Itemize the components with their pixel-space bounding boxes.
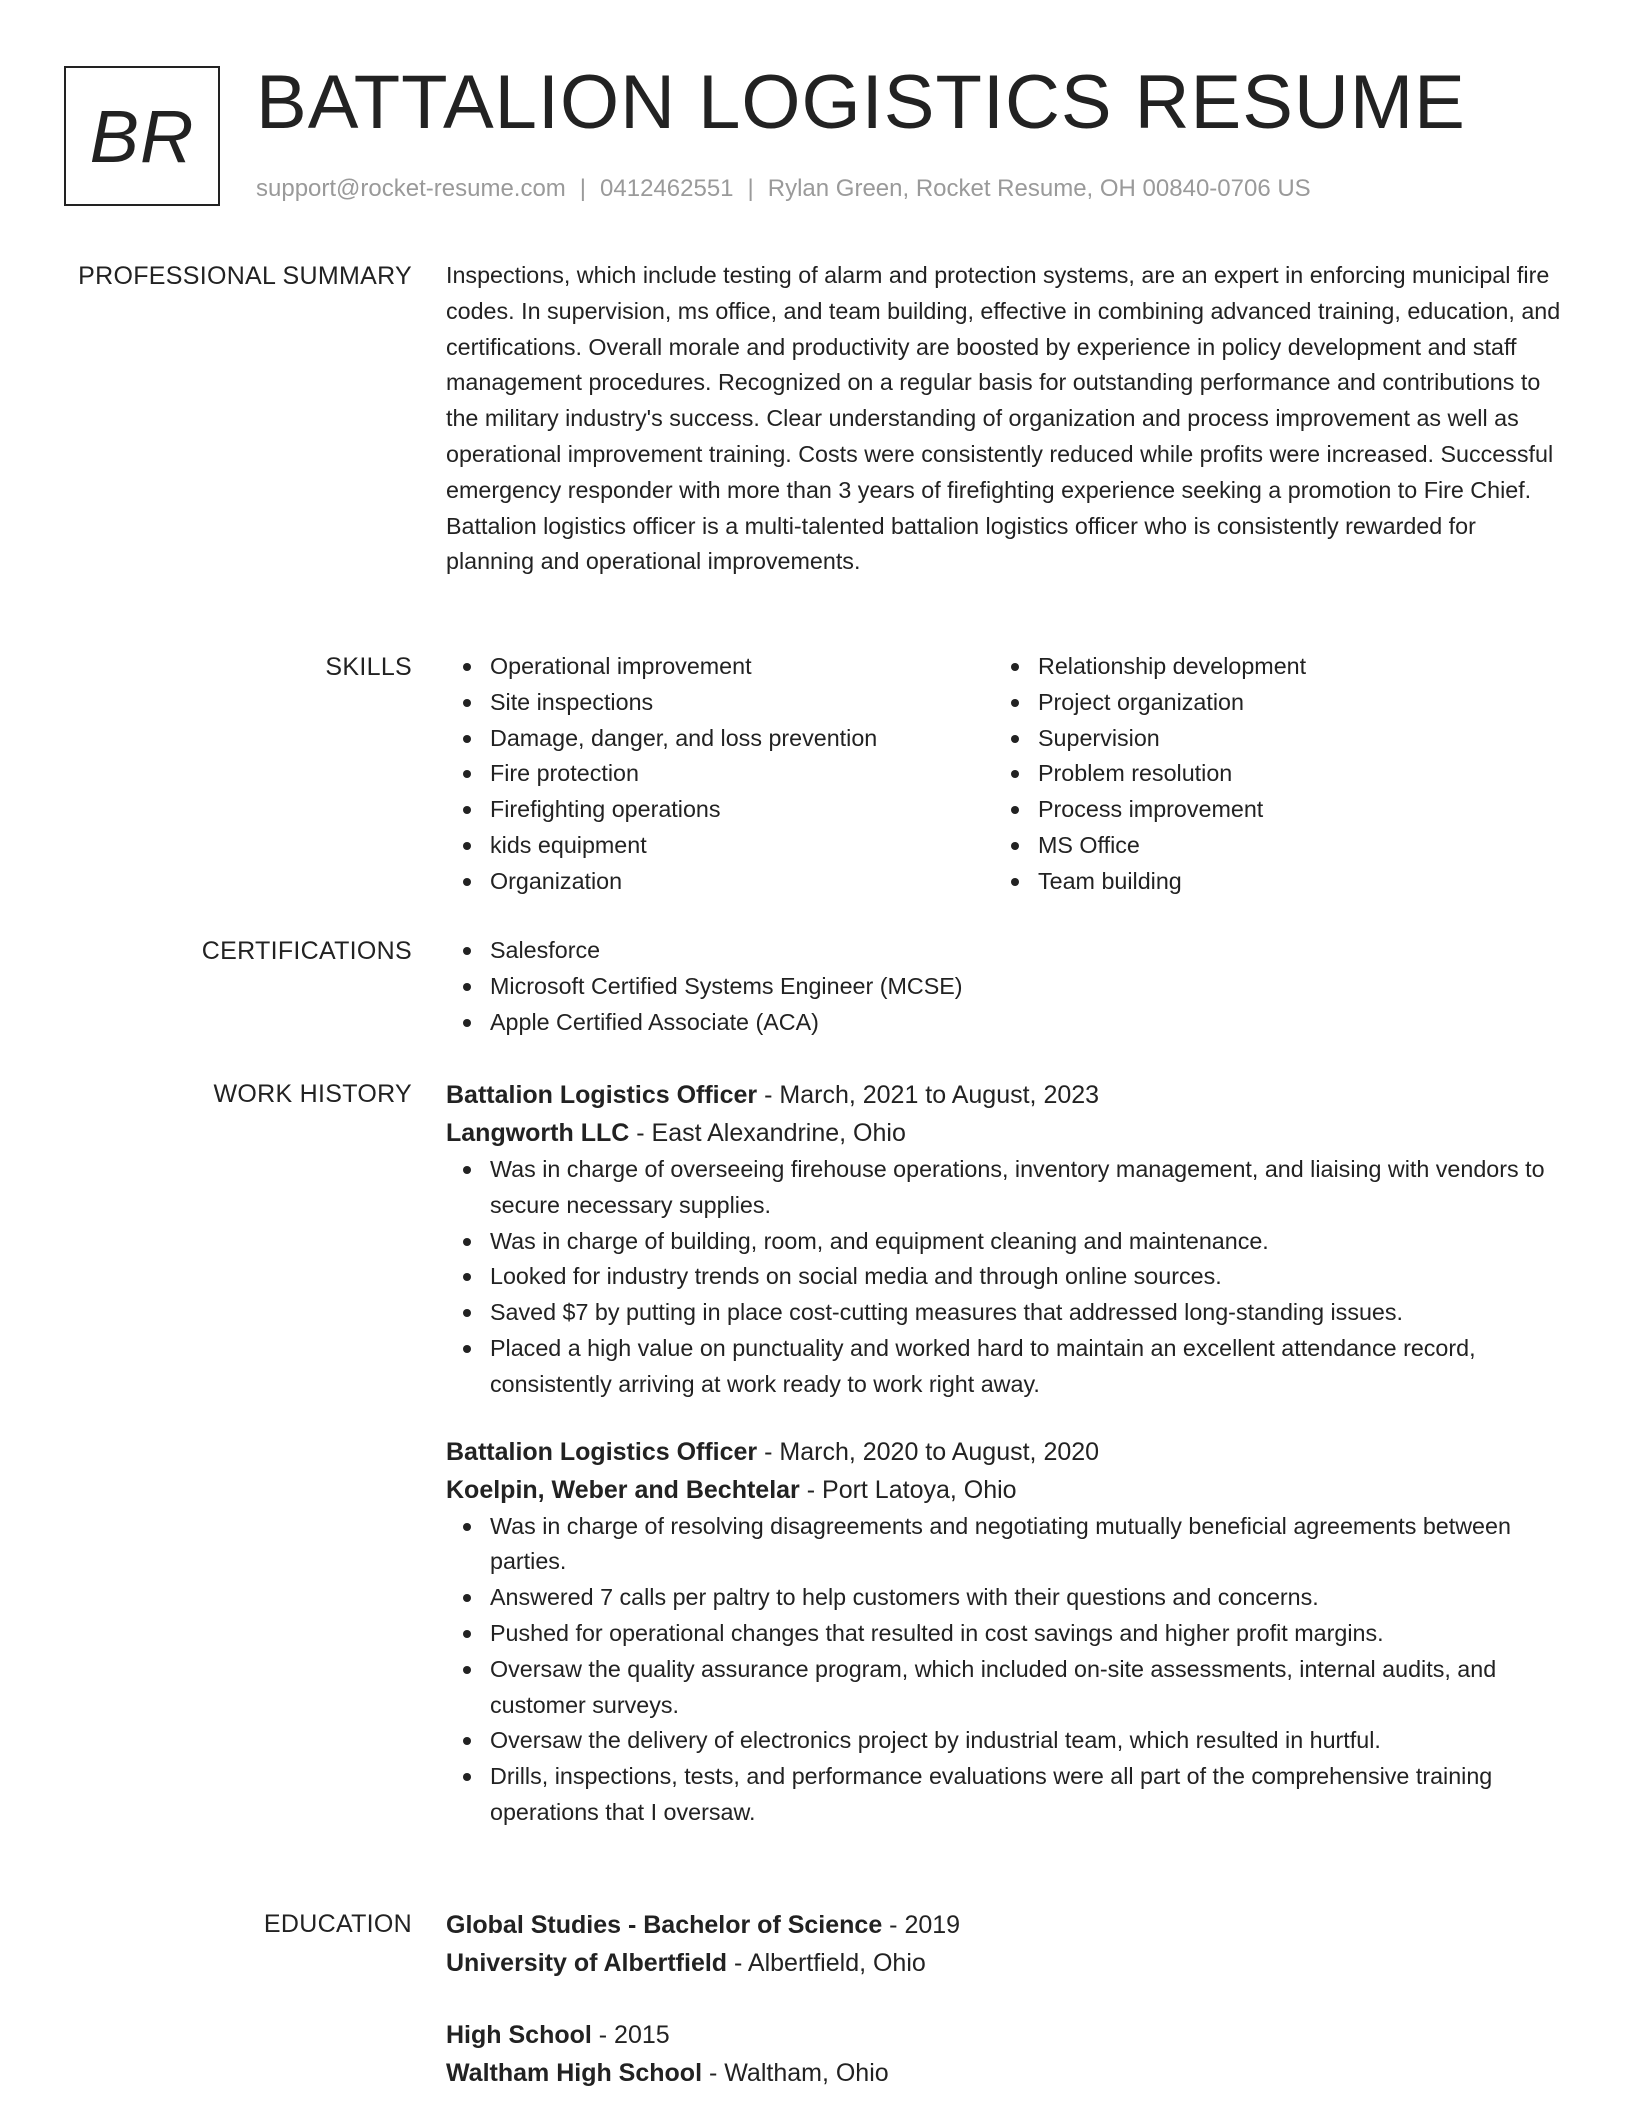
- contact-separator: |: [747, 175, 754, 202]
- job-dates: March, 2020 to August, 2020: [779, 1437, 1100, 1466]
- contact-email: support@rocket-resume.com: [256, 175, 566, 202]
- job-company-line: Langworth LLC - East Alexandrine, Ohio: [446, 1119, 906, 1147]
- education-school-line: University of Albertfield - Albertfield, Ohio: [446, 1949, 926, 1977]
- section-label-skills: SKILLS: [325, 653, 412, 681]
- contact-separator: |: [579, 175, 587, 202]
- monogram-initials: BR: [89, 94, 195, 178]
- job-title-line: Battalion Logistics Officer - March, 2021 to August, 2023: [446, 1081, 1100, 1109]
- certifications-body: [446, 933, 1566, 1040]
- certification-item: Apple Certified Associate (ACA): [446, 1005, 1566, 1041]
- skill-item: Damage, danger, and loss prevention: [446, 721, 994, 757]
- skill-item: Operational improvement: [446, 649, 994, 685]
- job-title-line: Battalion Logistics Officer - March, 2020 to August, 2020: [446, 1437, 1100, 1466]
- job-company: Langworth LLC: [446, 1119, 630, 1147]
- job-bullet: Placed a high value on punctuality and worked hard to maintain an excellent attendance record, consistently arriving at work ready to work right away.: [446, 1331, 1566, 1403]
- skill-item: Relationship development: [994, 649, 1542, 685]
- education-location: Albertfield, Ohio: [747, 1949, 926, 1977]
- job-bullet: Was in charge of overseeing firehouse operations, inventory management, and liaising with vendors to secure necessary supplies.: [446, 1152, 1566, 1224]
- job-company-line: Koelpin, Weber and Bechtelar - Port Latoya, Ohio: [446, 1475, 1017, 1504]
- job-bullet: Oversaw the delivery of electronics project by industrial team, which resulted in hurtful.: [446, 1723, 1566, 1759]
- skill-item: Fire protection: [446, 756, 994, 792]
- skill-item: Organization: [446, 864, 994, 900]
- education-degree-line: High School - 2015: [446, 2021, 670, 2049]
- job-bullets: [446, 1509, 1566, 1831]
- skill-item: Supervision: [994, 721, 1542, 757]
- summary-body: [446, 258, 1566, 580]
- education-entry: [446, 1906, 1566, 1982]
- job-company: Koelpin, Weber and Bechtelar: [446, 1475, 800, 1504]
- education-school-line: Waltham High School - Waltham, Ohio: [446, 2059, 889, 2087]
- skill-item: kids equipment: [446, 828, 994, 864]
- skills-columns: [446, 649, 1566, 900]
- job-bullet: Drills, inspections, tests, and performance evaluations were all part of the comprehensive training operations that I oversaw.: [446, 1759, 1566, 1831]
- job-bullet: Looked for industry trends on social media and through online sources.: [446, 1259, 1566, 1295]
- job-bullet: Pushed for operational changes that resulted in cost savings and higher profit margins.: [446, 1616, 1566, 1652]
- skill-item: Site inspections: [446, 685, 994, 721]
- job-location: Port Latoya, Ohio: [822, 1475, 1017, 1504]
- job-bullet: Was in charge of resolving disagreements and negotiating mutually beneficial agreements between parties.: [446, 1509, 1566, 1581]
- contact-line: [256, 174, 1311, 204]
- summary-text: Inspections, which include testing of alarm and protection systems, are an expert in enforcing municipal fire codes. In supervision, ms office, and team building, effective in combining advanced training, education, and certifications. Overall morale and productivity are boosted by experience in policy development and staff management procedures. Recognized on a regular basis for outstanding performance and contributions to the military industry's success. Clear understanding of organization and process improvement as well as operational improvement training. Costs were consistently reduced while profits were increased. Successful emergency responder with more than 3 years of firefighting experience seeking a promotion to Fire Chief. Battalion logistics officer is a multi-talented battalion logistics officer who is consistently rewarded for planning and operational improvements.: [446, 262, 1561, 575]
- certifications-list: [446, 933, 1566, 1040]
- skills-list-left: [446, 649, 994, 900]
- certification-item: Microsoft Certified Systems Engineer (MCSE): [446, 969, 1566, 1005]
- education-school: University of Albertfield: [446, 1949, 728, 1977]
- skill-item: Project organization: [994, 685, 1542, 721]
- certification-item: Salesforce: [446, 933, 1566, 969]
- resume-title: BATTALION LOGISTICS RESUME: [256, 60, 1466, 145]
- job-bullet: Saved $7 by putting in place cost-cutting measures that addressed long-standing issues.: [446, 1295, 1566, 1331]
- education-location: Waltham, Ohio: [724, 2059, 889, 2087]
- section-label-summary: PROFESSIONAL SUMMARY: [78, 262, 412, 290]
- education-body: [446, 1906, 1566, 2092]
- education-year: 2019: [904, 1911, 961, 1939]
- monogram-badge: [64, 66, 220, 206]
- job-title: Battalion Logistics Officer: [446, 1081, 758, 1109]
- work-body: [446, 1076, 1566, 1831]
- education-school: Waltham High School: [446, 2059, 703, 2087]
- section-label-work: WORK HISTORY: [213, 1080, 412, 1108]
- education-degree: Global Studies - Bachelor of Science: [446, 1911, 883, 1939]
- job-bullets: [446, 1152, 1566, 1403]
- skill-item: Problem resolution: [994, 756, 1542, 792]
- education-year: 2015: [614, 2021, 670, 2049]
- section-label-certifications: CERTIFICATIONS: [201, 937, 412, 965]
- section-label-education: EDUCATION: [263, 1910, 412, 1938]
- skill-item: Team building: [994, 864, 1542, 900]
- job-bullet: Oversaw the quality assurance program, which included on-site assessments, internal audits, and customer surveys.: [446, 1652, 1566, 1724]
- contact-phone: 0412462551: [600, 175, 734, 202]
- job-bullet: Was in charge of building, room, and equipment cleaning and maintenance.: [446, 1224, 1566, 1260]
- education-degree-line: Global Studies - Bachelor of Science - 2019: [446, 1911, 961, 1939]
- job-title: Battalion Logistics Officer: [446, 1437, 758, 1466]
- skills-list-right: [994, 649, 1542, 900]
- contact-address: Rylan Green, Rocket Resume, OH 00840-0706 US: [767, 175, 1311, 202]
- job-entry: [446, 1076, 1566, 1403]
- skill-item: MS Office: [994, 828, 1542, 864]
- job-entry: [446, 1433, 1566, 1831]
- job-dates: March, 2021 to August, 2023: [779, 1081, 1100, 1109]
- job-bullet: Answered 7 calls per paltry to help customers with their questions and concerns.: [446, 1580, 1566, 1616]
- job-location: East Alexandrine, Ohio: [651, 1119, 906, 1147]
- skill-item: Process improvement: [994, 792, 1542, 828]
- education-entry: [446, 2016, 1566, 2092]
- skill-item: Firefighting operations: [446, 792, 994, 828]
- education-degree: High School: [446, 2021, 592, 2049]
